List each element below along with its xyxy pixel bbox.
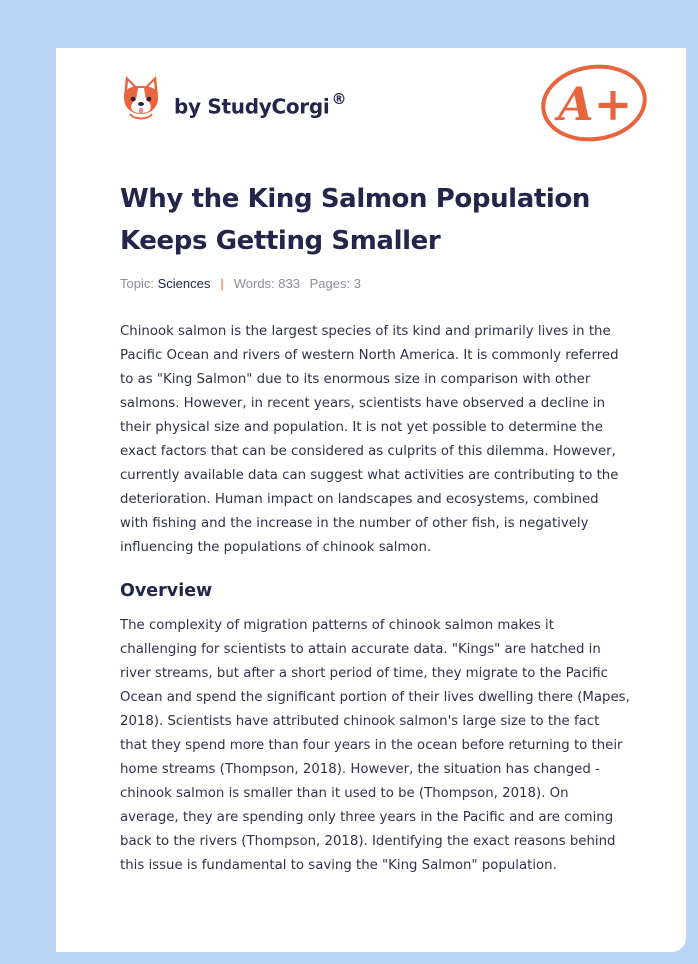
document-page: [56, 48, 686, 952]
topic-link[interactable]: Sciences: [157, 276, 211, 291]
article-content: [120, 178, 630, 878]
brand-text: by StudyCorgi: [174, 94, 330, 119]
corgi-icon: [120, 74, 162, 122]
article-title: Why the King Salmon Population Keeps Getting Smaller: [120, 184, 590, 256]
grade-text: A+: [558, 77, 633, 131]
intro-paragraph: Chinook salmon is the largest species of its kind and primarily lives in the Pacific Ocean and rivers of western North America. It is commonly referred to as "King Salmon" due to its enormous size in comparison with other salmons. However, in recent years, scientists have observed a decline in their physical size and population. It is not yet possible to determine the exact factors that can be considered as culprits of this dilemma. However, currently available data can suggest what activities are contributing to the deterioration. Human impact on landscapes and ecosystems, combined with fishing and the increase in the number of other fish, is negatively influencing the populations of chinook salmon.: [120, 324, 619, 555]
overview-paragraph: The complexity of migration patterns of chinook salmon makes it challenging for scientists to attain accurate data. "Kings" are hatched in river streams, but after a short period of time, they migrate to the Pacific Ocean and spend the significant portion of their lives dwelling there (Mapes, 2018). Scientists have attributed chinook salmon's large size to the fact that they spend more than four years in the ocean before returning to their home streams (Thompson, 2018). However, the situation has changed - chinook salmon is smaller than it used to be (Thompson, 2018). On average, they are spending only three years in the Pacific and are coming back to the rivers (Thompson, 2018). Identifying the exact reasons behind this issue is fundamental to saving the "King Salmon" population.: [120, 618, 630, 873]
registered-mark: ®: [331, 89, 347, 108]
section-heading-overview: Overview: [120, 581, 213, 601]
pages-count: 3: [353, 276, 361, 291]
a-plus-grade-badge: [538, 62, 648, 144]
document-header: [120, 74, 648, 144]
brand-name: [174, 89, 347, 119]
studycorgi-logo[interactable]: [120, 74, 346, 122]
topic-label: Topic:: [120, 276, 154, 291]
pages-label: Pages:: [309, 276, 351, 291]
words-label: Words:: [233, 276, 275, 291]
article-meta: [120, 276, 630, 291]
meta-separator: |: [220, 276, 224, 291]
words-count: 833: [278, 276, 300, 291]
